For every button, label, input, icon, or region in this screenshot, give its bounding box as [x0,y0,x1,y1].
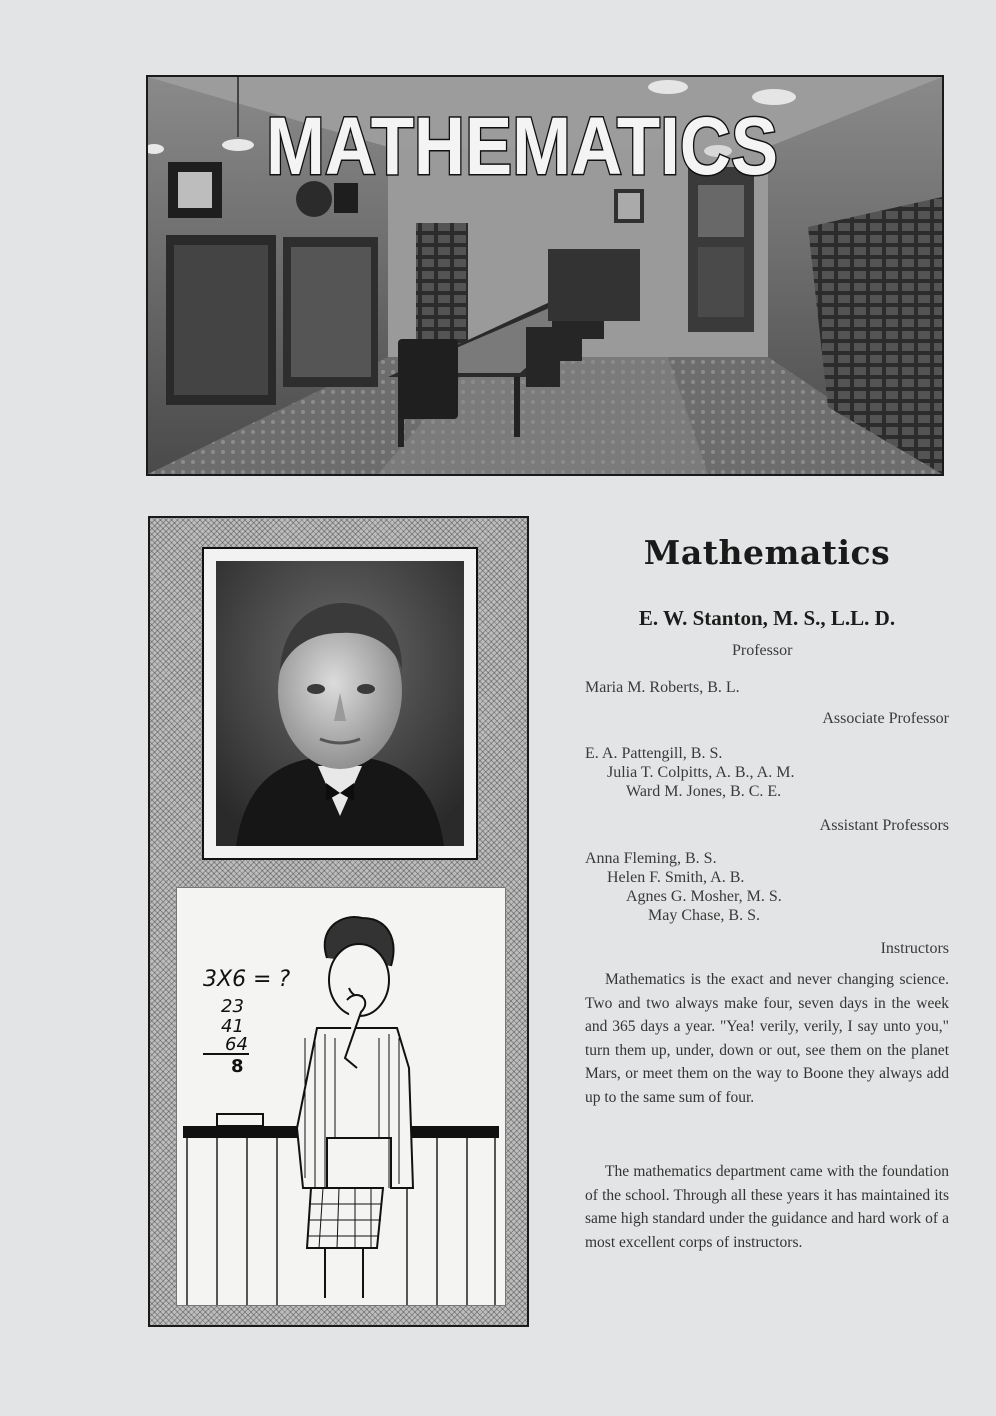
associate-title: Associate Professor [822,710,949,727]
banner-title [262,84,782,194]
body-paragraph-1: Mathematics is the exact and never changing science. Two and two always make four, seven days in the week and 365 days a year. "Yea! verily, verily, I say unto you," turn them up, under, down or out, see them on the planet Mars, or meet them on the way to Boone they always add up to the same sum of four. [585,971,949,1106]
portrait-frame [202,547,478,860]
body-paragraph-2: The mathematics department came with the foundation of the school. Through all these years it has maintained its same high standard under the guidance and hard work of a most excellent corps of instructors. [585,1163,949,1251]
section-heading: Mathematics [643,533,891,572]
assistant-name-1: E. A. Pattengill, B. S. [585,745,723,762]
cartoon-equation: 3X6 = ? [203,967,291,992]
instructors-title: Instructors [880,940,949,957]
head-professor-title: Professor [732,642,793,659]
assistant-name-3: Ward M. Jones, B. C. E. [626,783,782,800]
instructor-name-1: Anna Fleming, B. S. [585,850,717,867]
professor-portrait [216,561,464,846]
cartoon-work-4: 8 [231,1056,244,1077]
cartoon-work-3: 64 [225,1034,248,1055]
banner-title-text: MATHEMATICS [266,101,778,192]
assistant-name-2: Julia T. Colpitts, A. B., A. M. [607,764,795,781]
associate-name: Maria M. Roberts, B. L. [585,679,740,696]
cartoon-work-1: 23 [221,996,244,1017]
instructor-name-2: Helen F. Smith, A. B. [607,869,745,886]
head-professor-name: E. W. Stanton, M. S., L.L. D. [638,606,896,630]
cartoon-work-2: 41 [221,1016,244,1037]
assistants-title: Assistant Professors [819,817,949,834]
student-cartoon [176,887,506,1306]
instructor-name-3: Agnes G. Mosher, M. S. [626,888,782,905]
instructor-name-4: May Chase, B. S. [648,907,760,924]
